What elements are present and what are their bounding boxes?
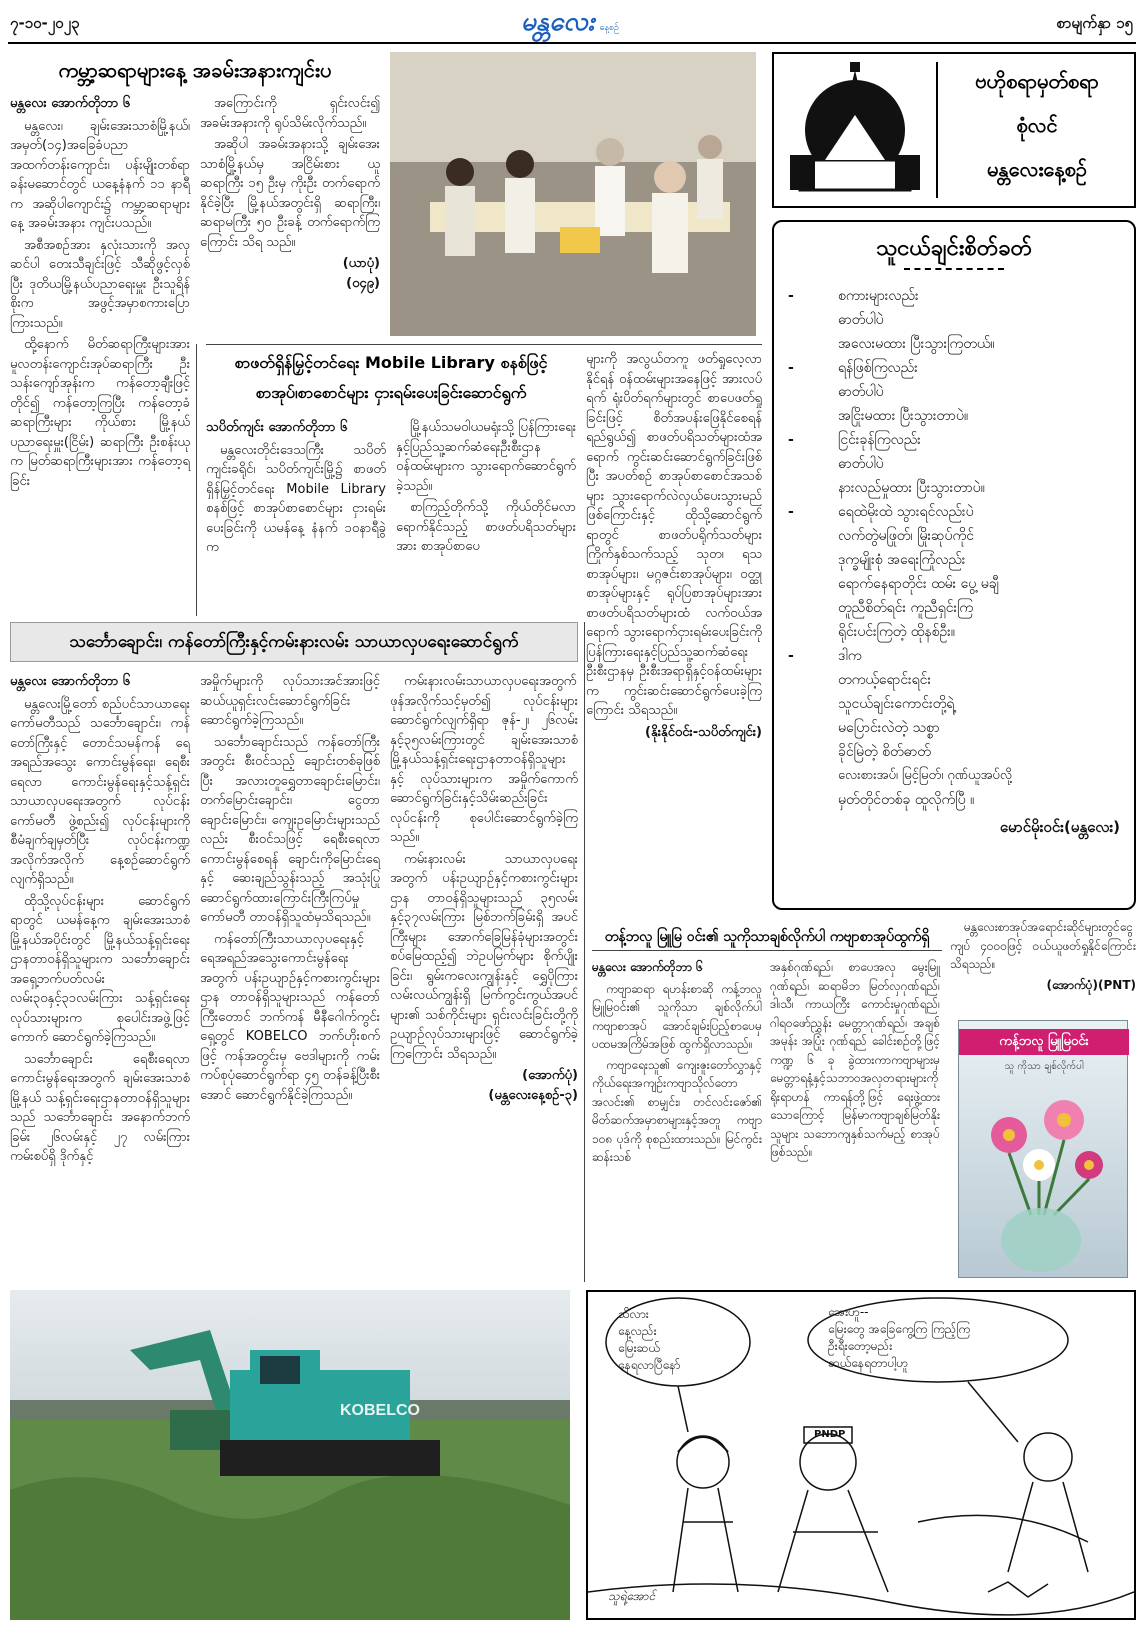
speech-line: ဦးရီးတော့မည်း bbox=[828, 1339, 893, 1353]
article3-para: မန္တလေးမြို့တော် စည်ပင်သာယာရေးကော်မတီသည် သင်္ဘောချောင်း၊ ကန်တော်ကြီးနှင့် တောင်သမန်ကန် ရေအရည်အသွေး ကောင်းမွန်ရေး၊ ရေစီးရေလာ ကောင်းမွန်ရေးနှင့်သန့်ရှင်းသာယာလှပရေးအတွက် လုပ်ငန်းကော်မတီ ဖွဲ့စည်း၍ လုပ်ငန်းများကို စီမံချက်ချမှတ်ပြီး လုပ်ငန်းကဏ္ဍအလိုက်အလိုက် နေ့စဉ်ဆောင်ရွက်လျက်ရှိသည်။ bbox=[10, 696, 190, 887]
poem-line: လက်တွဲမဖြုတ်၊ မြိုးဆုပ်ကိုင် bbox=[838, 528, 974, 544]
article3-col1 bbox=[10, 672, 190, 1169]
poem-stanza bbox=[788, 428, 1120, 500]
article2-headline-1: စာဖတ်ရှိန်မြှင့်တင်ရေး Mobile Library စနစ်ဖြင့် bbox=[234, 353, 548, 372]
article2-col2 bbox=[396, 418, 576, 559]
pagoda-logo-icon bbox=[780, 60, 930, 200]
poem-dash: - bbox=[788, 504, 794, 520]
article3-col3 bbox=[390, 672, 578, 1105]
kobelco-decal: KOBELCO bbox=[340, 1402, 420, 1419]
speech-line: အေးဟူ-- bbox=[828, 1305, 869, 1319]
poem-stanza bbox=[788, 356, 1120, 428]
article3-headline: သင်္ဘောချောင်း၊ ကန်တော်ကြီးနှင့်ကမ်းနားလမ်း သာယာလှပရေးဆောင်ရွက် bbox=[69, 632, 519, 652]
article3-para: ကန်တော်ကြီးသာယာလှပရေးနှင့် ရေအရည်အသွေးကောင်းမွန်ရေးအတွက် ပန်းဥယျာဉ်နှင့်ကစားကွင်းများဌာန တာဝန်ရှိသူများသည် ကန်တော်ကြီးတောင် ဘက်ကန် မီနီဂေါက်ကွင်းရှေ့တွင် KOBELCO ဘက်ဟိုးစက်ဖြင့် ကန်အတွင်းမှ ဗေဒါများကို ကမ်းကပ်စုပုံဆောင်ရွက်ရာ ၄၅ တန်ခန့်ပြီးစီးအောင် ဆောင်ရွက်နိုင်ခဲ့ကြသည်။ bbox=[200, 931, 380, 1103]
article1-photo bbox=[390, 52, 756, 336]
speech-bubble-left bbox=[618, 1306, 748, 1374]
poem-line: စကားများလည်း bbox=[838, 288, 919, 304]
article1-col1 bbox=[10, 94, 190, 493]
speech-bubble-right bbox=[828, 1304, 1058, 1372]
article4-col3 bbox=[950, 918, 1136, 994]
page-header bbox=[0, 0, 1145, 44]
article1-para: ထို့နောက် မိတ်ဆရာကြီးများအား မူလတန်းကျောင်းအုပ်ဆရာကြီး ဦးသန်းကျော်အုန်းက ကန်တော့ချီးဖြင့်တိုင်၍ ကန်တော့ကြပြီး ကန်တော့ခံဆရာကြီးများ ကိုယ်စား မြို့နယ်ပညာရေးမှူး(ငြိမ်း) ဆရာကြီး ဦးစန်းယုက မြတ်ဆရာကြီးများအား ကန်တော့ရခြင်း bbox=[10, 337, 190, 489]
article4-byline: မန္တလေး အောက်တိုဘာ ၆ bbox=[592, 960, 703, 974]
book-cover-title-band bbox=[959, 1029, 1129, 1055]
article3-credit-code: (မန္တလေးနေ့စဉ်-၃) bbox=[488, 1087, 578, 1103]
cap-label: PNDP bbox=[814, 1429, 846, 1440]
cartoon-frame bbox=[586, 1290, 1136, 1620]
book-cover bbox=[958, 1020, 1128, 1278]
speech-line: နေရလာပြီနော် bbox=[618, 1358, 681, 1372]
logo-line2: စုံလင် bbox=[1016, 113, 1058, 137]
poem-line: မှတ်တိုင်တစ်ခု ထူလိုက်ပြီ ။ bbox=[838, 792, 975, 808]
poem-title-underline bbox=[904, 268, 1004, 270]
poem-line: မပြောင်းလဲတဲ့ သစ္စာ bbox=[838, 720, 940, 736]
poem-dash: - bbox=[788, 432, 794, 448]
poem-line: လေးစားအပ်၊ မြင့်မြတ်၊ ဂုဏ်ယူအပ်လို့ bbox=[838, 768, 1013, 783]
article2-col1 bbox=[206, 418, 386, 560]
excavator-photo-graphic bbox=[10, 1290, 570, 1620]
poem-line: ရန်ဖြစ်ကြလည်း bbox=[838, 360, 918, 376]
logo-line1: ဗဟိုစရာမှတ်စရာ bbox=[975, 69, 1099, 93]
poem-line: အလေးမထား ပြီးသွားကြတယ်။ bbox=[838, 336, 995, 352]
book-cover-title: ကန့်ဘလူ မြူမြဝင်း bbox=[999, 1034, 1089, 1049]
masthead-title: မန္တလေး bbox=[520, 7, 595, 37]
article2-top-rule bbox=[206, 344, 762, 345]
header-rule bbox=[8, 42, 1136, 44]
article3-col2 bbox=[200, 672, 380, 1107]
article4-para: ကဗျာဆရာ ရဟန်းစာဆို ကန့်ဘလူမြူမြဝင်း၏ သူကိုသာ ချစ်လိုက်ပါ ကဗျာစာအုပ် အောင်ချမ်းပြည့်စာပေမှ ပထမအကြိမ်အဖြစ် ထွက်ရှိလာသည်။ bbox=[592, 981, 762, 1051]
article1-byline: မန္တလေး အောက်တိုဘာ ၆ bbox=[10, 96, 131, 111]
poem-line: သူငယ်ချင်းကောင်းတို့ရဲ့ bbox=[838, 696, 955, 712]
article4-headline: တန့်ဘလူ မြူမြ ဝင်း၏ သူကိုသာချစ်လိုက်ပါ ကဗျာစာအုပ်ထွက်ရှိ bbox=[592, 924, 942, 951]
article2-credit: (နိုးနိုင်ဝင်း-သပိတ်ကျင်း) bbox=[645, 724, 762, 740]
poem-line: ခိုင်မြဲတဲ့ စိတ်ဓာတ် bbox=[838, 744, 931, 760]
poem-stanza bbox=[788, 500, 1120, 644]
article3-para: ကမ်းနားလမ်း သာယာလှပရေးအတွက် ပန်းဥယျာဉ်နှင့်ကစားကွင်းများဌာန တာဝန်ရှိသူများသည် ၃၅လမ်းနှင့်၃၇လမ်းကြား မြစ်ဘက်ခြမ်းရှိ အပင်ကြီးများ အောက်ခြေမြန်ခုံများအတွင်း စပ်မြေထည့်၍ ဘဲဥပမြက်များ စိုက်ပျိုးခြင်း၊ ရွမ်းကလေးကျွန်းနှင့် ရွှေပိုကြားလမ်းလယ်ကျွန်းရှိ မြက်ကွင်းကွယ်အပင်များ၏ သစ်ကိုင်းများ ရှင်းလင်းခြင်းတို့ကို ဥယျာဉ်လုပ်သားများဖြင့် ဆောင်ရွက်ခဲ့ကြကြောင်း သိရသည်။ bbox=[390, 851, 578, 1062]
poem-line: ငြင်းခုန်ကြလည်း bbox=[838, 432, 921, 448]
article4-para: မန္တလေးစာအုပ်အရောင်းဆိုင်များတွင်ငွေကျပ် ၄၀၀၀ဖြင့် ဝယ်ယူဖတ်ရှုနိုင်ကြောင်း သိရသည်။ bbox=[950, 920, 1136, 971]
poem-line: ရိုင်းပင်းကြတဲ့ ထိုနစ်ဦး။ bbox=[838, 624, 956, 640]
article3-para: ထိုသို့လုပ်ငန်းများ ဆောင်ရွက်ရာတွင် ယမန်နေ့က ချမ်းအေးသာစံမြို့နယ်အပိုင်းတွင် မြို့နယ်သန့်ရှင်းရေးဌာနတာဝန်ရှိသူများက သင်္ဘောချောင်း အရှေ့ဘက်ပတ်လမ်း လမ်း၃၀နှင့်၃၁လမ်းကြား သန့်ရှင်းရေးလုပ်သားများက စုပေါင်းအဖွဲ့ဖြင့် ကောက် ဆောင်ရွက်ခဲ့ကြသည်။ bbox=[10, 893, 190, 1045]
article1-headline: ကမ္ဘာ့ဆရာများနေ့ အခမ်းအနားကျင်းပ bbox=[58, 58, 332, 82]
article1-right-rule bbox=[196, 344, 197, 616]
poem-line: ရေထဲမိုးထဲ သွားရင်လည်းပဲ bbox=[838, 504, 974, 520]
poem-line: ဒုက္ခမျိုးစုံ အရေးကြုံလည်း bbox=[838, 552, 966, 568]
speech-line: နေ့လည်း bbox=[618, 1324, 657, 1338]
speech-line: မြေးတွေ အခြေကွေ့ကြ ကြည့်ကြ bbox=[828, 1322, 971, 1336]
article3-photo bbox=[10, 1290, 570, 1620]
speech-line: မြေးဆယ် bbox=[618, 1341, 660, 1355]
poem-author: မောင်မိုးဝင်း(မန္တလေး) bbox=[999, 818, 1120, 836]
article3-credit: (အောက်ပုံ) bbox=[522, 1068, 578, 1083]
poem-line: ဓာတ်ပါပဲ bbox=[838, 456, 884, 472]
poem-dash: - bbox=[788, 648, 794, 664]
poem-line: အငြိုးမထား ပြီးသွားတာပဲ။ bbox=[838, 408, 969, 424]
article1-para: မန္တလေး၊ ချမ်းအေးသာစံမြို့နယ်၊ အမှတ်(၁၄)အခြေခံပညာ အထက်တန်းကျောင်း၊ ပန်းမျိုးတစ်ရာခန်းမဆောင်တွင် ယနေ့နံနက် ၁၁ နာရီက အဆိုပါကျောင်း၌ ကမ္ဘာ့ဆရာများနေ့ အခမ်းအနား ကျင်းပသည်။ bbox=[10, 118, 190, 231]
article2-para: များကို အလွယ်တကူ ဖတ်ရှုလေ့လာနိုင်ရန် ဝန်ထမ်းများအနေဖြင့် အားလပ်ရက် ရုံးပိတ်ရက်များတွင် စာပေဖတ်ရှုခြင်းဖြင့် စိတ်အပန်းဖြေနိုင်စေရန် ရည်ရွယ်၍ စာဖတ်ပရိသတ်များထံအရောက် ကွင်းဆင်းဆောင်ရွက်ခြင်းဖြစ်ပြီး အပတ်စဉ် စာအုပ်စာစောင်အသစ်များ သွားရောက်လဲလှယ်ပေးသွားမည် ဖြစ်ကြောင်းနှင့် ထိုသို့ဆောင်ရွက်ရာတွင် စာဖတ်ပရိုက်သတ်များကြိုက်နှစ်သက်သည့် သုတ၊ ရသစာအုပ်များ၊ မဂ္ဂဇင်းစာအုပ်များ၊ ဝတ္ထုစာအုပ်များနှင့် ရုပ်ပြစာအုပ်များအား စာဖတ်ပရိသတ်များထံ လက်ဝယ်အရောက် သွားရောက်ငှားရမ်းပေးခြင်းကို ပြန်ကြားရေးနှင့်ပြည်သူ့ဆက်ဆံရေးဦးစီးဌာနမှ ဦးစီးအရာရှိနှင့်ဝန်ထမ်းများက ကွင်းဆင်းဆောင်ရွက်ပေးခဲ့ကြကြောင်း သိရသည်။ bbox=[586, 352, 762, 718]
poem-line: တူညီစိတ်ရင်း ကူညီရှင်းကြ bbox=[838, 600, 974, 616]
article4-para: အနှစ်ဂုဏ်ရည်၊ စာပေအလှ မွေးမြူဂုဏ်ရည်၊ ဆရာမိဘ မြတ်လှဂုဏ်ရည်၊ ဒါ၊သီ၊ ကာယကြီး ကောင်းမှုဂုဏ်ရည်၊ ဂါရဝဖော်ညွှန်း မေတ္တာဂုဏ်ရည်၊ အချစ်အမုန်း အပြုံး ဂုဏ်ရည် ခေါင်းစဉ်တို့ဖြင့် ကဏ္ဍ ၆ ခု ခွဲထားကာကဗျာများမှ မေတ္တာရနံ့နှင့်သဘာဝအလှတရားများကို ရိုးရာဟန် ကာရန်တို့ဖြင့် ရေးဖွဲ့ထားသောကြောင့် မြန်မာကဗျာချစ်မြတ်နိုးသူများ သဘောကျနှစ်သက်မည့် စာအုပ်ဖြစ်သည်။ bbox=[770, 960, 940, 1159]
article4-para: ကဗျာရေးသူ၏ ကျေးဇူးတော်လွှာနှင့်ကိုယ်ရေးအကျဉ်းကဗျာသိုလ်တောအလင်း၏ စာမျှင်း၊ တင်လင်းဇော်၏ မိတ်ဆက်အမှာစာများနှင့်အတူ ကဗျာ ၁၀၈ ပုဒ်ကို စုစည်းထားသည်။ မြင်ကွင်းဆန်းသစ် bbox=[592, 1057, 762, 1164]
poem-dash: - bbox=[788, 360, 794, 376]
article1-credit-code: (၀၄၉) bbox=[346, 275, 380, 291]
poem-title: သူငယ်ချင်းစိတ်ခတ် bbox=[875, 236, 1033, 261]
poem-stanza bbox=[788, 644, 1120, 812]
article4-credit: (အောက်ပုံ)(PNT) bbox=[1046, 977, 1136, 992]
article4-col2 bbox=[770, 958, 940, 1164]
article2-byline: သပိတ်ကျင်း အောက်တိုဘာ ၆ bbox=[206, 420, 348, 435]
cartoonist-signature: သူရဲ့အောင် bbox=[608, 1589, 656, 1603]
article1-para: အကြောင်းကို ရှင်းလင်း၍ အခမ်းအနားကို ရုပ်သိမ်းလိုက်သည်။ bbox=[200, 96, 380, 131]
poem-box bbox=[772, 220, 1136, 910]
poem-line: ဓာတ်ပါပဲ bbox=[838, 384, 884, 400]
page-date: ၇-၁၀-၂၀၂၃ bbox=[10, 14, 80, 32]
article1-para: အစီအစဉ်အား နှလုံးသားကို အလှဆင်ပါ တေးသီချင်းဖြင့် သီဆိုဖွင့်လှစ်ပြီး ဒုတိယမြို့နယ်ပညာရေးမှူး ဦးသူရိန်စိုးက အဖွင့်အမှာစကားပြောကြားသည်။ bbox=[10, 237, 190, 331]
article3-para: သင်္ဘောချောင်း ရေစီးရေလာကောင်းမွန်ရေးအတွက် ချမ်းအေးသာစံမြို့နယ် သန့်ရှင်းရေးဌာနတာဝန်ရှိသူများသည် သင်္ဘောချောင်း အနောက်ဘက်ခြမ်း ၂၆လမ်းနှင့် ၂၇ လမ်းကြားကမ်းစပ်ရှိ ဒိုက်နှင့် bbox=[10, 1051, 190, 1164]
speech-line: သိလား bbox=[618, 1307, 649, 1321]
poem-line: ဓာတ်ပါပဲ bbox=[838, 312, 884, 328]
logo-box bbox=[772, 52, 1136, 208]
article2-para: မြို့နယ်သမဝါယမရုံးသို့ ပြန်ကြားရေးနှင့်ပြည်သူ့ဆက်ဆံရေးဦးစီးဌာနဝန်ထမ်းများက သွားရောက်ဆောင်ရွက်ခဲ့သည်။ bbox=[396, 420, 576, 494]
logo-line3: မန္တလေးနေ့စဉ် bbox=[987, 157, 1087, 181]
article2-headline-2: စာအုပ်၊စာစောင်များ ငှားရမ်းပေးခြင်းဆောင်ရွက် bbox=[255, 383, 527, 402]
speech-line: ဆယ်နေရတာပါ့ဟူ bbox=[828, 1356, 909, 1370]
flower-vase-icon bbox=[969, 1075, 1119, 1275]
article3-headline-bar bbox=[10, 622, 578, 662]
masthead-sub: နေ့စဉ် bbox=[599, 23, 620, 33]
article2-para: စာကြည့်တိုက်သို့ ကိုယ်တိုင်မလာရောက်နိုင်သည့် စာဖတ်ပရိသတ်များအား စာအုပ်စာပေ bbox=[396, 500, 576, 554]
article1-photo-graphic bbox=[390, 52, 756, 336]
poem-stanza bbox=[788, 284, 1120, 356]
book-cover-subtitle: သူ ကိုသာ ချစ်လိုက်ပါ bbox=[1004, 1061, 1084, 1072]
article1-credit: (ယာပုံ) bbox=[342, 256, 380, 271]
masthead-logo bbox=[500, 4, 640, 40]
poem-line: ဒါက bbox=[838, 648, 862, 664]
article4-col1 bbox=[592, 958, 762, 1169]
page-number: စာမျက်နှာ ၁၅ bbox=[1056, 14, 1133, 32]
logo-divider bbox=[936, 62, 938, 198]
article3-para: အမှိုက်များကို လုပ်သားအင်အားဖြင့် ဆယ်ယူရှင်းလင်းဆောင်ရွက်ခြင်း ဆောင်ရွက်ခဲ့ကြသည်။ bbox=[200, 674, 380, 728]
article2-para: မန္တလေးတိုင်းဒေသကြီး သပိတ်ကျင်းခရိုင်၊ သပိတ်ကျင်းမြို့၌ စာဖတ်ရှိန်မြှင့်တင်ရေး Mobile Library စနစ်ဖြင့် စာအုပ်စာစောင်များ ငှားရမ်းပေးခြင်းကို ယမန်နေ့ နံနက် ၁၀နာရီခွဲက bbox=[206, 442, 386, 555]
poem-line: ရောက်နေရာတိုင်း ထမ်း ပွေ့ မချီ bbox=[838, 576, 999, 592]
article3-para: သင်္ဘောချောင်းသည် ကန်တော်ကြီးအတွင်း စီးဝင်သည့် ချောင်းတစ်ခုဖြစ်ပြီး အလားတူရွှေတာချောင်းမြောင်း၊ တက်မြောင်းချောင်း၊ ငွေတာချောင်းမြောင်း၊ ကျေးဥမြောင်းများသည်လည်း စီးဝင်သဖြင့် ရေစီးရေလာကောင်းမွန်စေရန် ချောင်းကိုမြောင်းရေနှင့် ဆေးချည်သွန်းသည့် အသုံးပြု ဆောင်ရွက်ထားကြောင်းကြီးကြပ်မှုကော်မတီ တာဝန်ရှိသူထံမှသိရသည်။ bbox=[200, 734, 380, 925]
article3-para: ကမ်းနားလမ်းသာယာလှပရေးအတွက် ဖုန်အလိုက်သင့်မှတ်၍ လုပ်ငန်းများဆောင်ရွက်လျက်ရှိရာ ဇုန်-၂၊ ၂၆လမ်းနှင့်၃၅လမ်းကြားတွင် ချမ်းအေးသာစံမြို့နယ်သန့်ရှင်းရေးဌာနတာဝန်ရှိသူများနှင့် လုပ်သားများက အမှိုက်ကောက်ဆောင်ရွက်ခြင်းနှင့်သိမ်းဆည်းခြင်းလုပ်ငန်းကို စုပေါင်းဆောင်ရွက်ခဲ့ကြသည်။ bbox=[390, 674, 578, 845]
poem-line: တကယ့်ရောင်းရင်း bbox=[838, 672, 931, 688]
poem-line: နားလည်မှုထား ပြီးသွားတာပဲ။ bbox=[838, 480, 985, 496]
article3-right-rule bbox=[584, 622, 585, 1282]
poem-dash: - bbox=[788, 288, 794, 304]
article1-para: အဆိုပါ အခမ်းအနားသို့ ချမ်းအေးသာစံမြို့နယ်မှ အငြိမ်းစား ယူ ဆရာကြီး ၁၅ ဦးမှ ကိုးဦး တက်ရောက်နိုင်ခဲ့ပြီး မြို့နယ်အတွင်းရှိ ဆရာကြီး၊ ဆရာမကြီး ၅၀ ဦးခန့် တက်ရောက်ကြကြောင်း သိရ သည်။ bbox=[200, 137, 380, 250]
article1-col2 bbox=[200, 94, 380, 293]
article3-byline: မန္တလေး အောက်တိုဘာ ၆ bbox=[10, 674, 131, 689]
article2-col3 bbox=[586, 350, 762, 742]
